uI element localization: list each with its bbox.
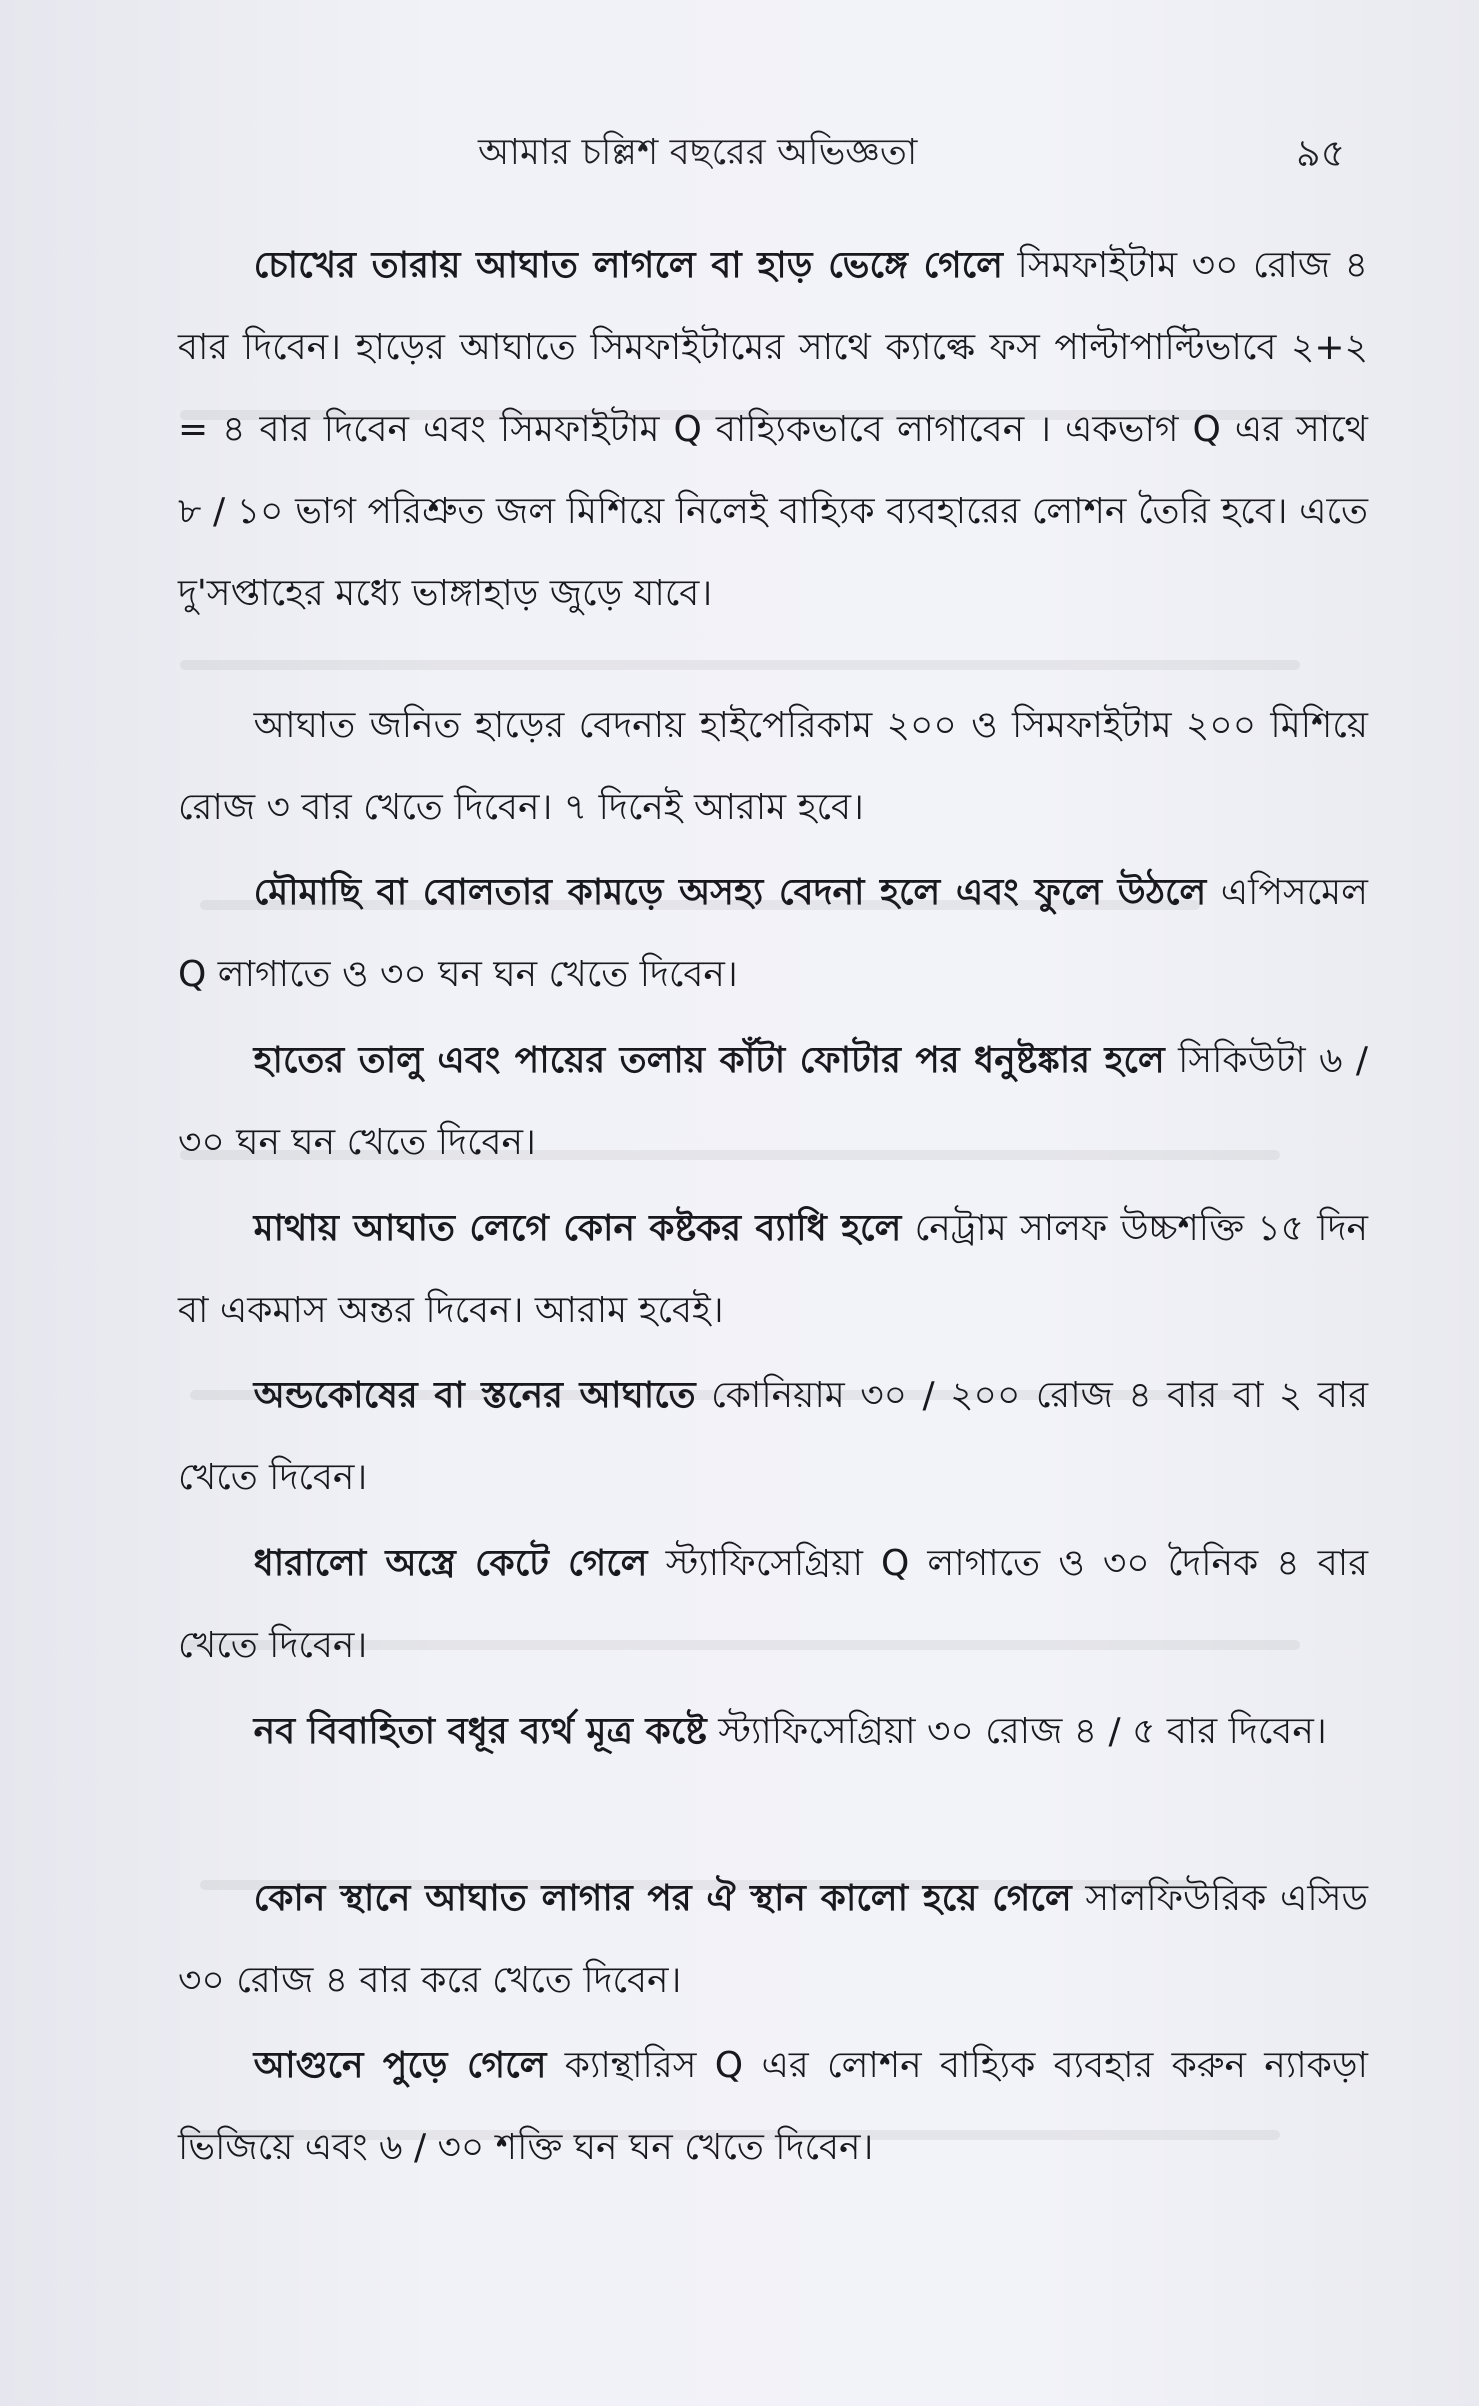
paragraph-lead: চোখের তারায় আঘাত লাগলে বা হাড় ভেঙ্গে গেলে [253, 245, 1003, 286]
paragraph-testicle-breast [178, 1355, 1368, 1519]
paragraph-lead: অন্ডকোষের বা স্তনের আঘাতে [253, 1375, 696, 1416]
paragraph-lead: নব বিবাহিতা বধূর ব্যর্থ মূত্র কষ্টে [253, 1711, 707, 1752]
paragraph-text: স্ট্যাফিসেগ্রিয়া Q লাগাতে ও ৩০ দৈনিক ৪ বার খেতে দিবেন। [178, 1543, 1368, 1666]
paragraph-lead: মৌমাছি বা বোলতার কামড়ে অসহ্য বেদনা হলে এবং ফুলে উঠলে [253, 872, 1207, 913]
paragraph-lead: মাথায় আঘাত লেগে কোন কষ্টকর ব্যাধি হলে [253, 1208, 902, 1249]
paragraph-text: ক্যান্থারিস Q এর লোশন বাহ্যিক ব্যবহার করুন ন্যাকড়া ভিজিয়ে এবং ৬ / ৩০ শক্তি ঘন ঘন খেতে দিবেন। [178, 2045, 1368, 2168]
paragraph-text: সিমফাইটাম ৩০ রোজ ৪ বার দিবেন। হাড়ের আঘাতে সিমফাইটামের সাথে ক্যাল্কে ফস পাল্টাপাল্টিভাবে ২+২ = ৪ বার দিবেন এবং সিমফাইটাম Q বাহ্যিকভাবে লাগাবেন । একভাগ Q এর সাথে ৮ / ১০ ভাগ পরিশ্রুত জল মিশিয়ে নিলেই বাহ্যিক ব্যবহারের লোশন তৈরি হবে। এতে দু'সপ্তাহের মধ্যে ভাঙ্গাহাড় জুড়ে যাবে। [178, 245, 1369, 614]
paragraph-sharp-cut [178, 1523, 1368, 1687]
paragraph-lead: আগুনে পুড়ে গেলে [253, 2045, 547, 2086]
paragraph-bruise [178, 1858, 1368, 2022]
paragraph-insect-sting [178, 852, 1368, 1016]
paragraph-bone-injury [178, 225, 1368, 635]
running-header [0, 128, 1479, 188]
paragraph-text: কোনিয়াম ৩০ / ২০০ রোজ ৪ বার বা ২ বার খেতে দিবেন। [178, 1375, 1369, 1498]
paragraph-urinary [178, 1691, 1368, 1773]
paragraph-bone-pain [178, 685, 1368, 849]
paragraph-text: নেট্রাম সালফ উচ্চশক্তি ১৫ দিন বা একমাস অন্তর দিবেন। আরাম হবেই। [178, 1208, 1369, 1331]
paragraph-text: সালফিউরিক এসিড ৩০ রোজ ৪ বার করে খেতে দিবেন। [178, 1878, 1368, 2001]
paragraph-text: সিকিউটা ৬ / ৩০ ঘন ঘন খেতে দিবেন। [178, 1040, 1369, 1163]
paragraph-lead: ধারালো অস্ত্রে কেটে গেলে [253, 1543, 648, 1584]
paragraph-text: স্ট্যাফিসেগ্রিয়া ৩০ রোজ ৪ / ৫ বার দিবেন। [706, 1711, 1327, 1752]
paragraph-lead: কোন স্থানে আঘাত লাগার পর ঐ স্থান কালো হয়ে গেলে [253, 1878, 1072, 1919]
paragraph-tetanus [178, 1020, 1368, 1184]
paragraph-head-injury [178, 1188, 1368, 1352]
paragraph-text: আঘাত জনিত হাড়ের বেদনায় হাইপেরিকাম ২০০ ও সিমফাইটাম ২০০ মিশিয়ে রোজ ৩ বার খেতে দিবেন। ৭ দিনেই আরাম হবে। [178, 705, 1368, 828]
paragraph-lead: হাতের তালু এবং পায়ের তলায় কাঁটা ফোটার পর ধনুষ্টঙ্কার হলে [253, 1040, 1165, 1081]
header-title: আমার চল্লিশ বছরের অভিজ্ঞতা [478, 132, 918, 173]
paragraph-text: এপিসমেল Q লাগাতে ও ৩০ ঘন ঘন খেতে দিবেন। [178, 872, 1368, 995]
paragraph-burn [178, 2025, 1368, 2189]
page-number: ৯৫ [1296, 131, 1346, 175]
